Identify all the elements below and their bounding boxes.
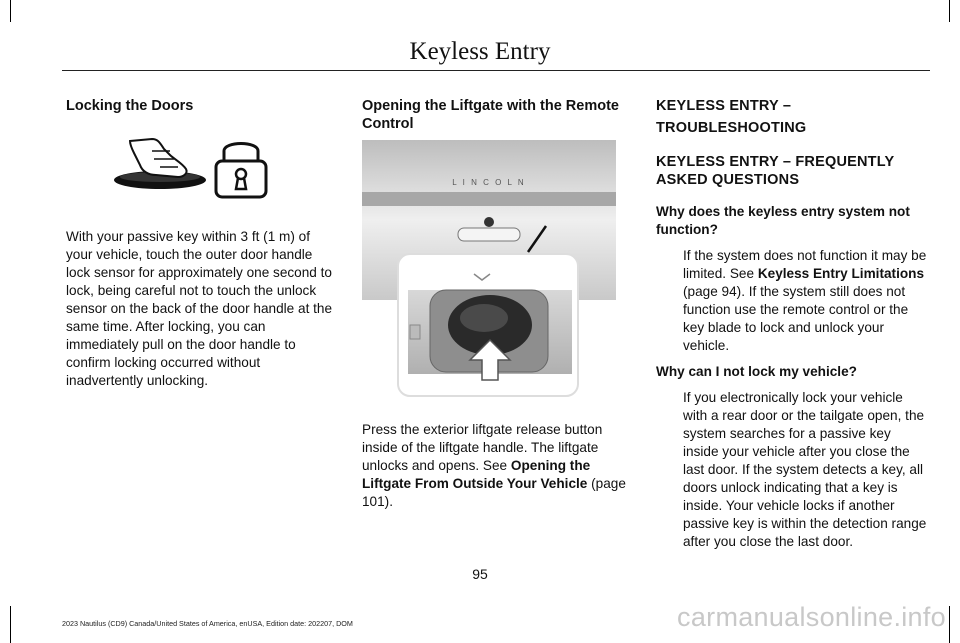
locking-body: With your passive key within 3 ft (1 m) of your vehicle, touch the outer door handle lock sensor for approximately one second to lock, being careful not to touch the unlock sensor on the back of the door handle at the same time. After locking, you can immediately pull on the door handle to confirm locking occurred without inadvertently unlocking. [66,229,333,388]
column-troubleshooting [656,97,928,551]
faq-answer: If you electronically lock your vehicle with a rear door or the tailgate open, the system searches for a passive key inside your vehicle after you close the last door. If the system detects a key, all doors unlock indicating that a key is inside. Your vehicle locks if another passive key is within the detection range after you close the last door. [683,390,927,549]
crop-mark [949,606,950,643]
section-heading-liftgate: Opening the Liftgate with the Remote Control [362,98,619,132]
page-number: 95 [472,566,488,582]
crop-mark [949,0,950,22]
faq-question: Why does the keyless entry system not function? [656,204,910,237]
section-heading-faq: KEYLESS ENTRY – FREQUENTLY ASKED QUESTIONS [656,154,895,188]
section-heading-locking: Locking the Doors [66,98,194,114]
lincoln-badge-text: L I N C O L N [452,178,526,187]
section-heading-troubleshooting: KEYLESS ENTRY – TROUBLESHOOTING [656,98,807,136]
faq-question: Why can I not lock my vehicle? [656,364,857,379]
footer-edition: 2023 Nautilus (CD9) Canada/United States of America, enUSA, Edition date: 202207, DOM [62,619,353,628]
liftgate-button-illustration [362,140,616,402]
liftgate-body: Press the exterior liftgate release button inside of the liftgate handle. The liftgate unlocks and opens. See Opening the Liftgate From Outside Your Vehicle (page 101). [362,422,626,509]
header-divider [62,70,930,71]
page-title: Keyless Entry [409,38,551,65]
crop-mark [10,606,11,643]
hand-touch-icon [114,139,206,189]
padlock-icon [216,144,266,198]
faq-answer: If the system does not function it may be limited. See Keyless Entry Limitations (page 94). If the system still does not function use the remote control or the key blade to lock and unlock your vehicle. [683,248,927,353]
cross-reference-link[interactable]: Opening the Liftgate From Outside Your Vehicle [362,458,591,491]
cross-reference-link[interactable]: Keyless Entry Limitations [757,266,925,281]
hand-touch-lock-illustration [112,133,270,199]
crop-mark [10,0,11,22]
watermark: carmanualsonline.info [677,602,946,632]
